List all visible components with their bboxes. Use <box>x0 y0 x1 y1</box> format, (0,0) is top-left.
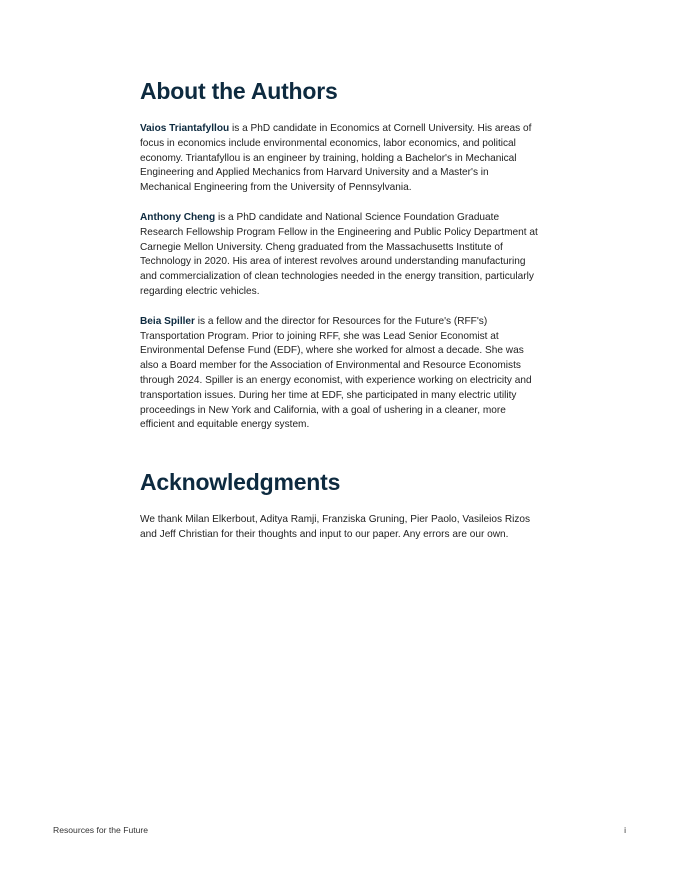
page-content <box>140 76 540 558</box>
footer-organization: Resources for the Future <box>53 825 149 835</box>
author-name: Anthony Cheng <box>140 211 216 223</box>
footer-page-number: i <box>624 825 626 835</box>
author-bio-text: is a PhD candidate in Economics at Cornell University. His areas of focus in economics include environmental economics, labor economics, and political economy. Triantafyllou is an engineer by training, holding a Bachelor's in Mechanical Engineering and Applied Mechanics from Harvard University and a Master's in Mechanical Engineering from the University of Pennsylvania. <box>140 123 532 194</box>
author-bio <box>140 315 540 433</box>
about-authors-heading: About the Authors <box>140 78 338 104</box>
author-bio-text: is a PhD candidate and National Science Foundation Graduate Research Fellowship Program Fellow in the Engineering and Public Policy Department at Carnegie Mellon University. Cheng graduated from the Massachusetts Institute of Technology in 2020. His area of interest revolves around understanding manufacturing and commercialization of clean technologies needed in the energy transition, particularly regarding electric vehicles. <box>140 211 538 297</box>
author-bio <box>140 122 540 196</box>
acknowledgments-heading: Acknowledgments <box>140 469 341 496</box>
author-bio <box>140 211 540 300</box>
author-name: Vaios Triantafyllou <box>140 123 230 134</box>
author-name: Beia Spiller <box>140 315 195 327</box>
author-bio-text: is a fellow and the director for Resources for the Future's (RFF's) Transportation Program. Prior to joining RFF, she was Lead Senior Economist at Environmental Defense Fund (EDF), where she worked for almost a decade. She was also a Board member for the Association of Environmental and Resource Economists through 2024. Spiller is an energy economist, with experience working on electricity and transportation issues. During her time at EDF, she participated in many electric utility proceedings in New York and California, with a goal of ushering in a cleaner, more efficient and equitable energy system. <box>140 315 532 431</box>
acknowledgments-text: We thank Milan Elkerbout, Aditya Ramji, Franziska Gruning, Pier Paolo, Vasileios Rizos and Jeff Christian for their thoughts and input to our paper. Any errors are our own. <box>140 514 531 540</box>
